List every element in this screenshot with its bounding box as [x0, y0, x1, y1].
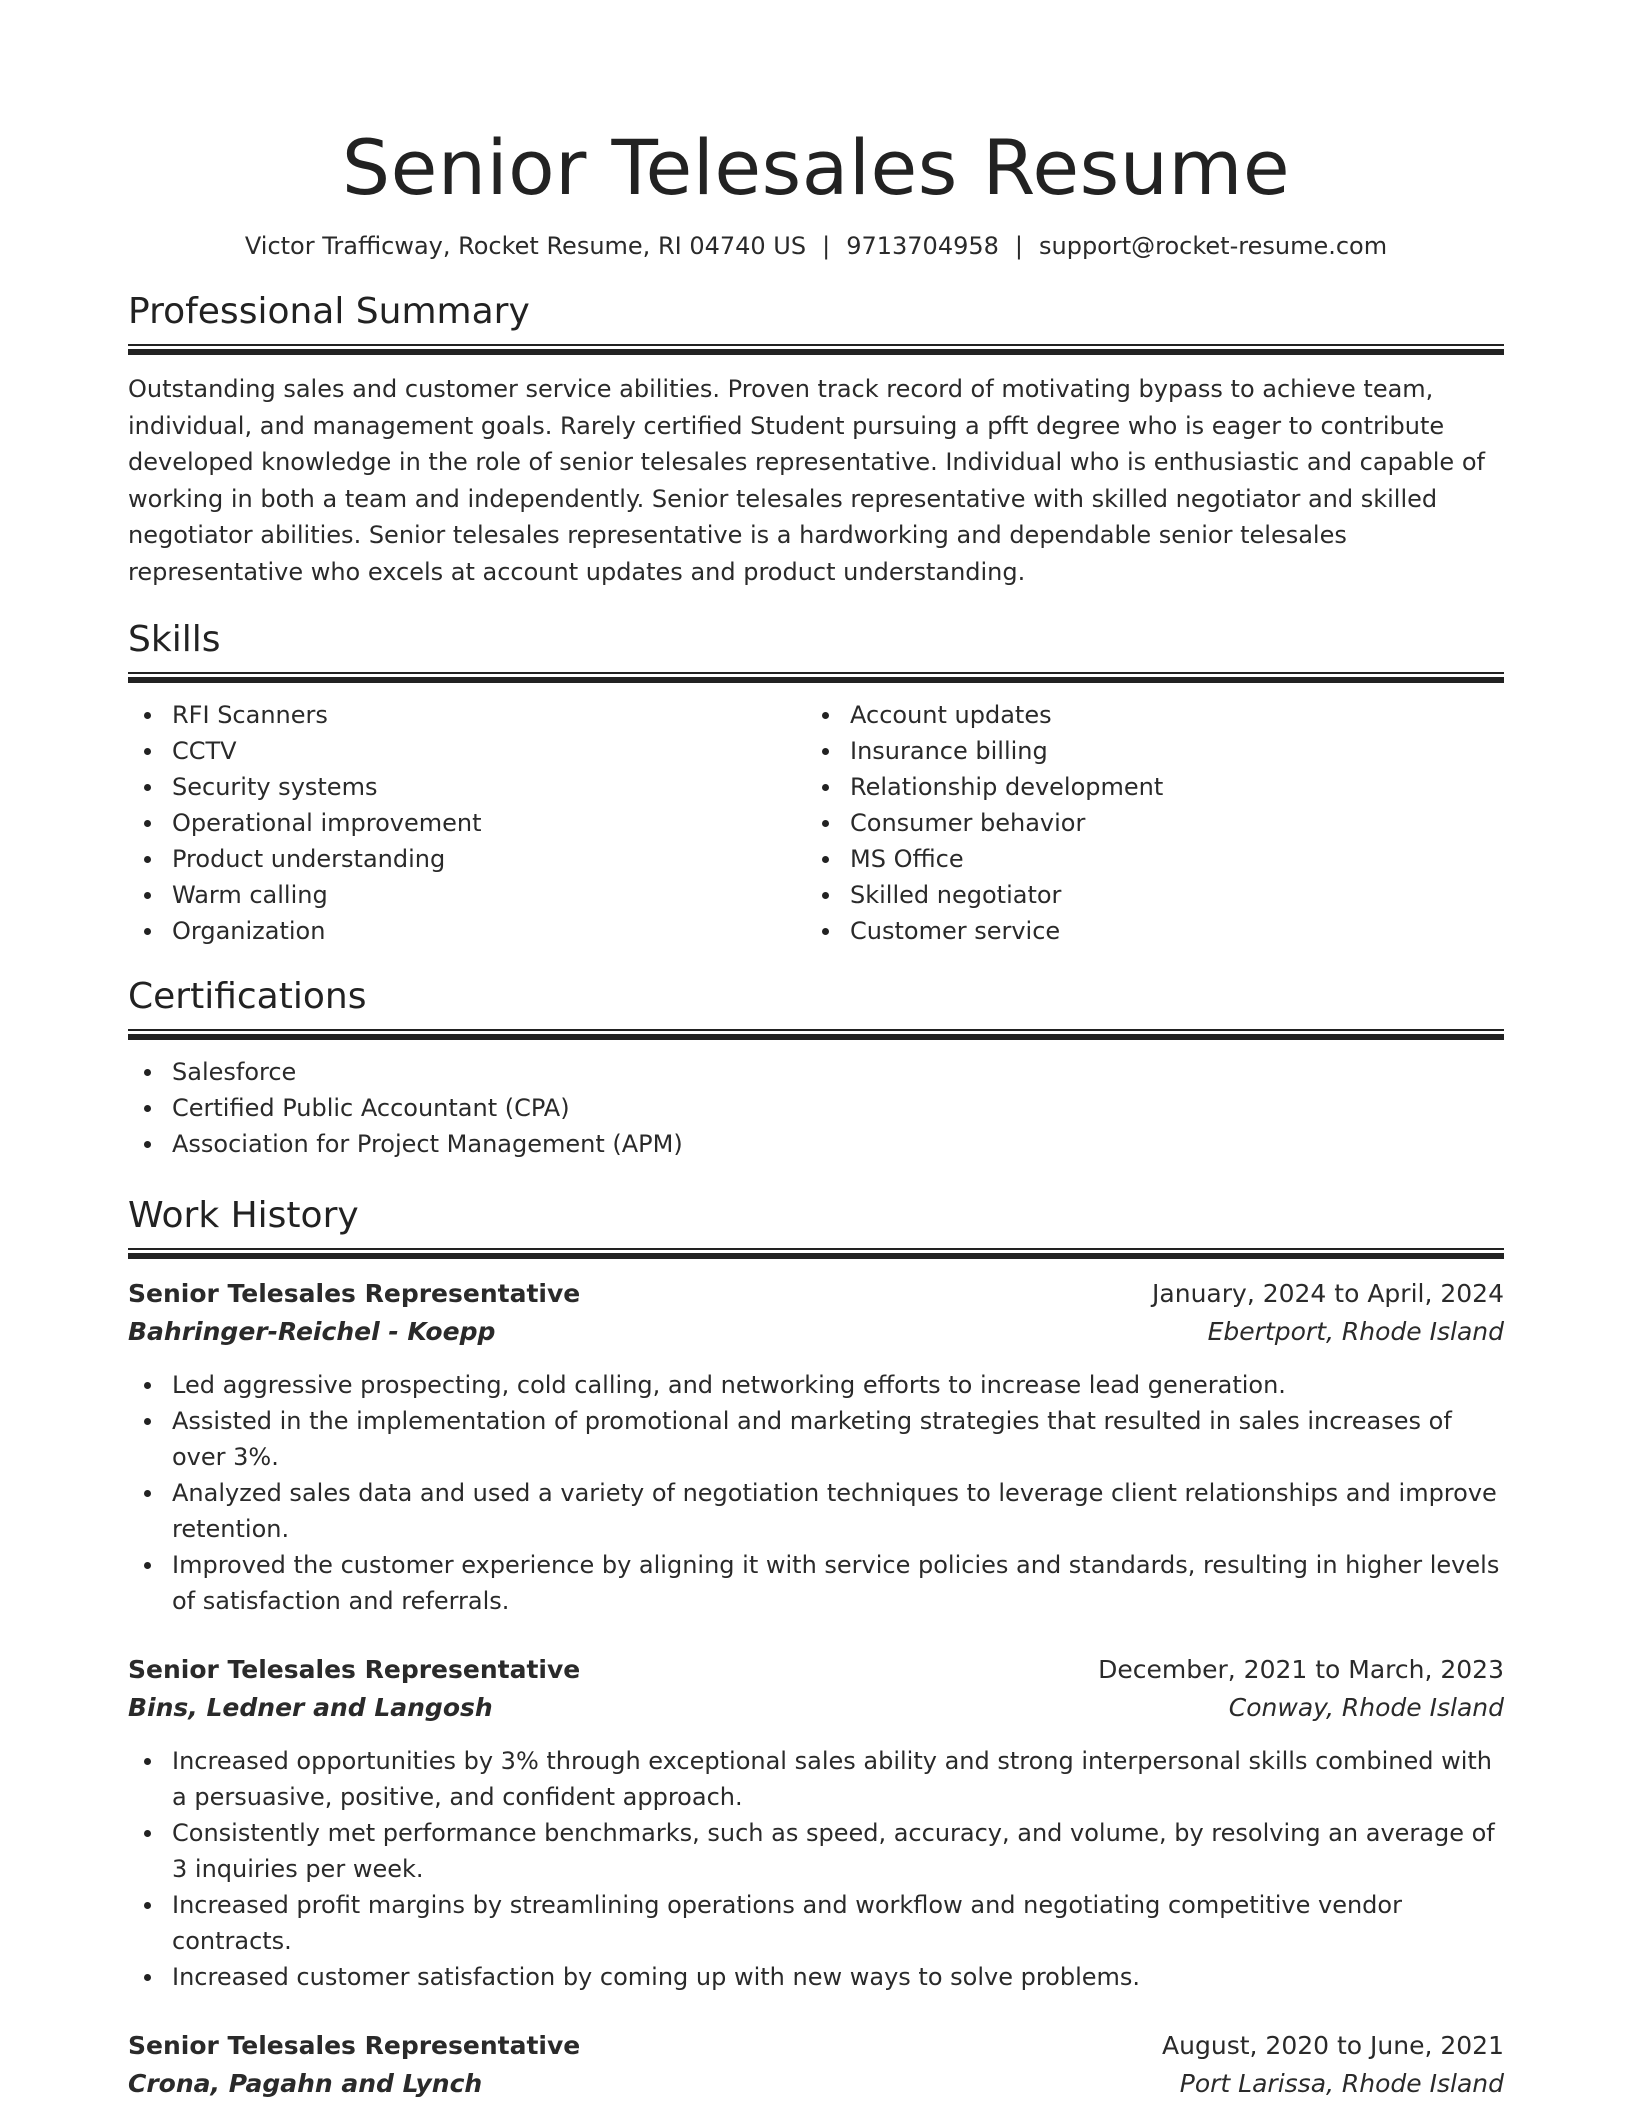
job-company-row [128, 1313, 1504, 1351]
skill-item: Warm calling [128, 877, 806, 913]
job-bullet: Increased profit margins by streamlining operations and workflow and negotiating competitive vendor contracts. [128, 1887, 1504, 1959]
resume-page [128, 0, 1504, 2103]
job-header-row [128, 1651, 1504, 1689]
job-bullet: Increased opportunities by 3% through exceptional sales ability and strong interpersonal skills combined with a persuasive, positive, and confident approach. [128, 1743, 1504, 1815]
job-title: Senior Telesales Representative [128, 1279, 581, 1308]
certification-item: Salesforce [128, 1054, 1504, 1090]
skill-item: Product understanding [128, 841, 806, 877]
job-entry [128, 1275, 1504, 1619]
job-entry [128, 1651, 1504, 1995]
job-company: Bins, Ledner and Langosh [128, 1693, 493, 1722]
certifications-heading: Certifications [128, 976, 367, 1017]
contact-address: Victor Trafficway, Rocket Resume, RI 04740 US [244, 232, 807, 260]
job-bullet: Increased customer satisfaction by coming up with new ways to solve problems. [128, 1959, 1504, 1995]
job-company-row [128, 1689, 1504, 1727]
summary-heading: Professional Summary [128, 291, 530, 332]
resume-title: Senior Telesales Resume [341, 123, 1291, 212]
job-company: Crona, Pagahn and Lynch [128, 2069, 483, 2098]
job-bullet: Led aggressive prospecting, cold calling, and networking efforts to increase lead generation. [128, 1367, 1504, 1403]
job-title: Senior Telesales Representative [128, 2031, 581, 2060]
job-company: Bahringer-Reichel - Koepp [128, 1317, 496, 1346]
skills-section [128, 618, 1504, 949]
job-bullet: Assisted in the implementation of promotional and marketing strategies that resulted in sales increases of over 3%. [128, 1403, 1504, 1475]
work-history-section [128, 1194, 1504, 2103]
skill-item: Relationship development [806, 769, 1484, 805]
job-bullet-list [128, 1367, 1504, 1619]
job-bullet: Analyzed sales data and used a variety of negotiation techniques to leverage client relationships and improve retention. [128, 1475, 1504, 1547]
contact-line [128, 228, 1504, 264]
job-header-row [128, 2027, 1504, 2065]
job-dates: January, 2024 to April, 2024 [1152, 1279, 1504, 1308]
job-entry [128, 2027, 1504, 2103]
skill-item: Insurance billing [806, 733, 1484, 769]
contact-email: support@rocket-resume.com [1039, 232, 1388, 260]
skills-grid [128, 697, 1504, 949]
contact-separator: | [1014, 232, 1023, 260]
job-dates: December, 2021 to March, 2023 [1098, 1655, 1504, 1684]
skill-item: Operational improvement [128, 805, 806, 841]
skill-item: Customer service [806, 913, 1484, 949]
summary-section [128, 290, 1504, 590]
job-company-row [128, 2065, 1504, 2103]
job-dates: August, 2020 to June, 2021 [1162, 2031, 1504, 2060]
job-location: Ebertport, Rhode Island [1207, 1317, 1504, 1346]
job-bullet-list [128, 1743, 1504, 1995]
job-bullet: Consistently met performance benchmarks, such as speed, accuracy, and volume, by resolving an average of 3 inquiries per week. [128, 1815, 1504, 1887]
section-divider [128, 672, 1504, 683]
job-location: Conway, Rhode Island [1228, 1693, 1504, 1722]
skills-heading: Skills [128, 619, 221, 660]
contact-phone: 9713704958 [846, 232, 999, 260]
skill-item: Account updates [806, 697, 1484, 733]
skill-item: RFI Scanners [128, 697, 806, 733]
job-title: Senior Telesales Representative [128, 1655, 581, 1684]
skill-item: Security systems [128, 769, 806, 805]
skill-item: Skilled negotiator [806, 877, 1484, 913]
skill-item: CCTV [128, 733, 806, 769]
certifications-section [128, 975, 1504, 1162]
certification-item: Certified Public Accountant (CPA) [128, 1090, 1504, 1126]
skill-item: Organization [128, 913, 806, 949]
job-bullet: Improved the customer experience by aligning it with service policies and standards, resulting in higher levels of satisfaction and referrals. [128, 1547, 1504, 1619]
certification-item: Association for Project Management (APM) [128, 1126, 1504, 1162]
skill-item: MS Office [806, 841, 1484, 877]
skills-list-left [128, 697, 806, 949]
contact-separator: | [822, 232, 831, 260]
summary-text: Outstanding sales and customer service abilities. Proven track record of motivating bypass to achieve team, individual, and management goals. Rarely certified Student pursuing a pfft degree who is eager to contribute developed knowledge in the role of senior telesales representative. Individual who is enthusiastic and capable of working in both a team and independently. Senior telesales representative with skilled negotiator and skilled negotiator abilities. Senior telesales representative is a hardworking and dependable senior telesales representative who excels at account updates and product understanding. [128, 375, 1485, 586]
job-header-row [128, 1275, 1504, 1313]
section-divider [128, 1029, 1504, 1040]
work-history-heading: Work History [128, 1195, 359, 1236]
skill-item: Consumer behavior [806, 805, 1484, 841]
section-divider [128, 1248, 1504, 1259]
certifications-list [128, 1054, 1504, 1162]
skills-list-right [806, 697, 1484, 949]
job-location: Port Larissa, Rhode Island [1179, 2069, 1504, 2098]
section-divider [128, 344, 1504, 355]
